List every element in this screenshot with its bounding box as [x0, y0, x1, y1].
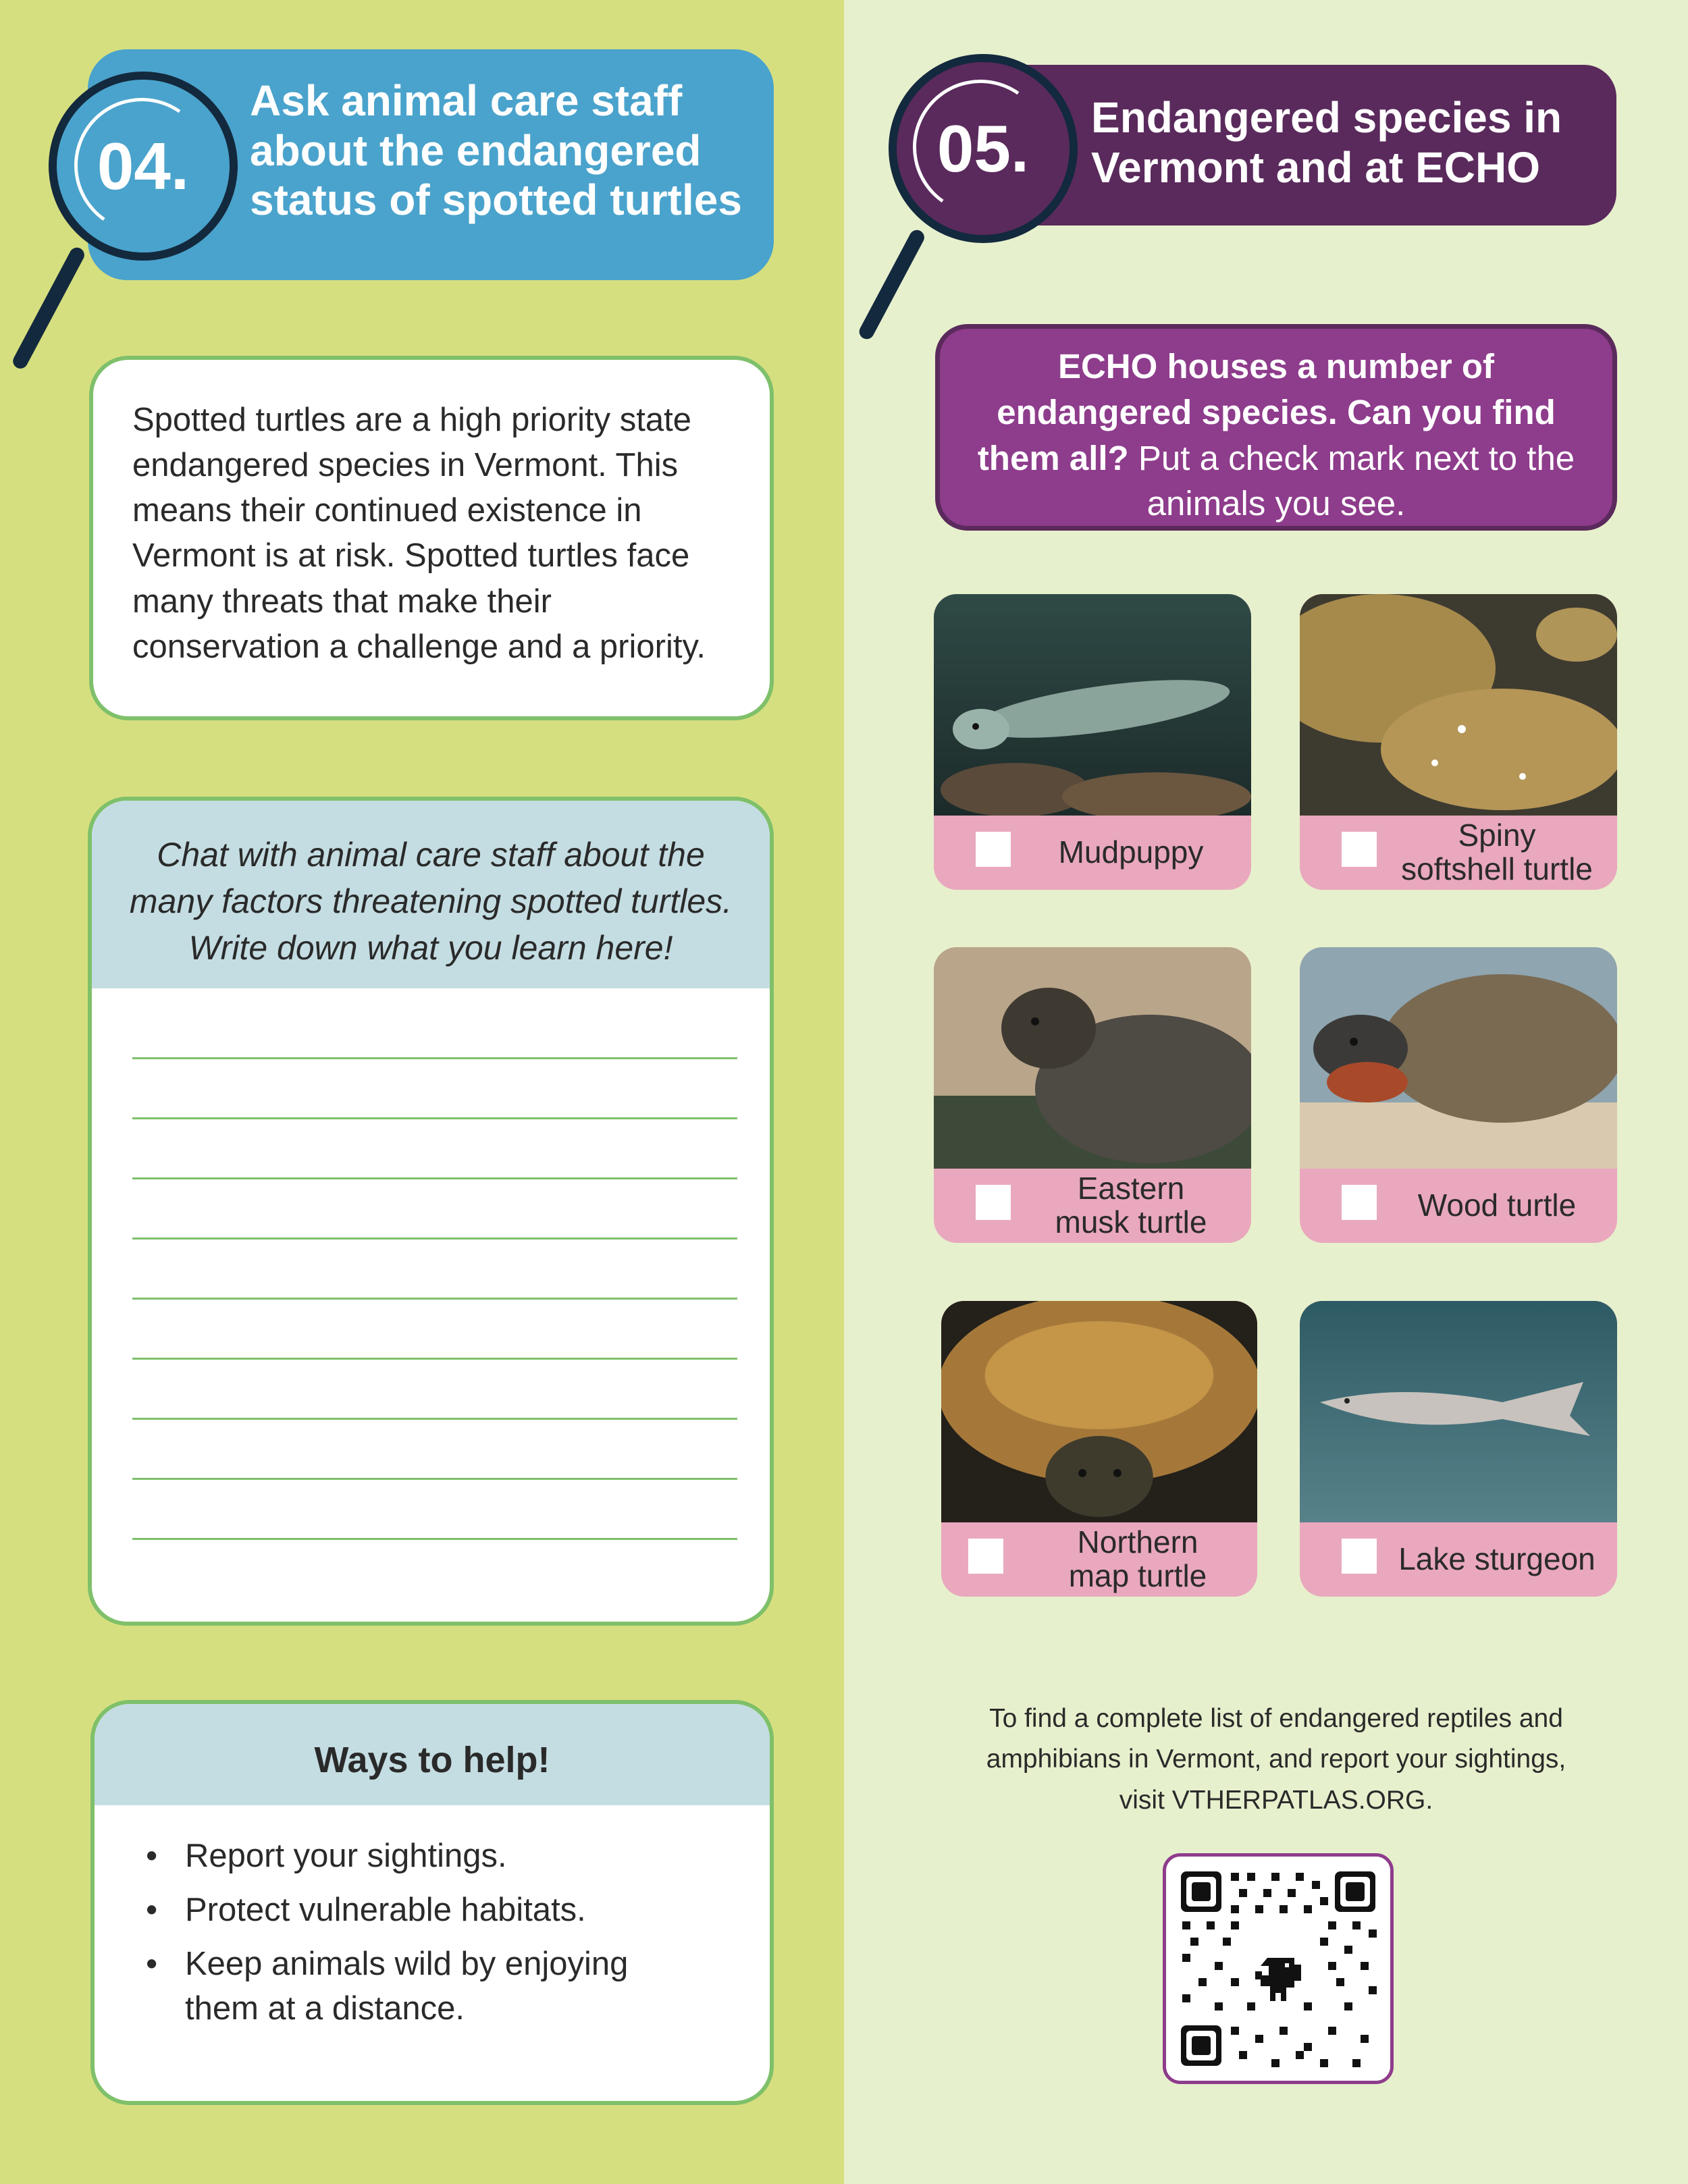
- species-checkbox[interactable]: [1342, 832, 1377, 867]
- species-label-line: Mudpuppy: [1058, 834, 1204, 870]
- callout-regular: Put a check mark next to the: [1138, 438, 1575, 477]
- species-label-line: Wood turtle: [1417, 1188, 1577, 1223]
- writing-line[interactable]: [132, 1117, 737, 1119]
- callout-bold: them all?: [977, 438, 1129, 477]
- writing-line[interactable]: [132, 1418, 737, 1420]
- info-line: Vermont is at risk. Spotted turtles face: [132, 537, 690, 575]
- help-item: • Report your sightings.: [146, 1834, 659, 1878]
- section-04-title-line: Ask animal care staff: [250, 76, 683, 125]
- section-05-number: 05.: [937, 111, 1030, 186]
- species-label: [1020, 816, 1242, 890]
- species-card-lake-sturgeon: [1300, 1301, 1617, 1597]
- ways-to-help-box: [90, 1700, 774, 2105]
- species-card-spiny-softshell-turtle: [1300, 594, 1617, 890]
- species-label: [1386, 816, 1608, 890]
- wood-turtle-photo-icon: [1300, 947, 1617, 1169]
- section-05-title-line: Endangered species in: [1091, 93, 1562, 142]
- writing-line[interactable]: [132, 1538, 737, 1540]
- echo-callout: [935, 324, 1617, 531]
- section-04-number: 04.: [97, 128, 190, 203]
- section-04-title-line: about the endangered: [250, 126, 702, 175]
- info-line: Spotted turtles are a high priority state: [132, 402, 691, 438]
- species-label-line: Lake sturgeon: [1398, 1541, 1595, 1577]
- species-label-line: Spiny: [1458, 818, 1536, 853]
- writing-line[interactable]: [132, 1237, 737, 1240]
- ways-to-help-title: Ways to help!: [95, 1704, 770, 1805]
- footer-line: amphibians in Vermont, and report your sightings,: [986, 1744, 1566, 1774]
- species-card-wood-turtle: [1300, 947, 1617, 1243]
- writing-line[interactable]: [132, 1358, 737, 1360]
- species-label-row: [934, 816, 1251, 890]
- species-label-row: [1300, 1522, 1617, 1597]
- footer-line: To find a complete list of endangered reptiles and: [989, 1704, 1563, 1733]
- info-line: conservation a challenge and a priority.: [132, 628, 706, 665]
- species-label-line: map turtle: [1068, 1558, 1207, 1593]
- notes-prompt-line: Chat with animal care staff about the: [157, 836, 705, 874]
- musk-turtle-photo-icon: [934, 947, 1251, 1169]
- notes-box: [88, 797, 774, 1626]
- species-label-line: softshell turtle: [1401, 851, 1593, 886]
- info-line: endangered species in Vermont. This: [132, 447, 679, 484]
- spotted-turtle-info-box: [89, 356, 774, 720]
- species-checkbox[interactable]: [1342, 1185, 1377, 1220]
- section-05-title-line: Vermont and at ECHO: [1091, 142, 1540, 192]
- ways-to-help-list: [95, 1805, 770, 2031]
- section-04-title-line: status of spotted turtles: [250, 176, 742, 225]
- species-checkbox[interactable]: [1342, 1539, 1377, 1574]
- writing-line[interactable]: [132, 1298, 737, 1300]
- help-item: • Keep animals wild by enjoying them at a distance.: [146, 1942, 659, 2031]
- species-label-line: Northern: [1077, 1524, 1198, 1560]
- softshell-turtle-photo-icon: [1300, 594, 1617, 816]
- notes-prompt-line: Write down what you learn here!: [188, 929, 673, 967]
- herp-atlas-note: [952, 1699, 1600, 1821]
- qr-code[interactable]: [1163, 1853, 1394, 2084]
- qr-code-icon: [1166, 1857, 1390, 2081]
- species-label: [1028, 1522, 1248, 1597]
- callout-bold: ECHO houses a number of: [1057, 347, 1495, 385]
- species-label-row: [1300, 1169, 1617, 1243]
- species-checkbox[interactable]: [976, 1185, 1011, 1220]
- species-label-row: [1300, 816, 1617, 890]
- writing-line[interactable]: [132, 1057, 737, 1059]
- writing-line[interactable]: [132, 1478, 737, 1480]
- species-label-row: [934, 1169, 1251, 1243]
- species-checkbox[interactable]: [968, 1539, 1003, 1574]
- info-line: many threats that make their: [132, 583, 552, 620]
- species-label: [1020, 1169, 1242, 1243]
- footer-line: visit VTHERPATLAS.ORG.: [1119, 1785, 1433, 1815]
- writing-line[interactable]: [132, 1177, 737, 1179]
- map-turtle-photo-icon: [941, 1301, 1257, 1522]
- species-label-line: Eastern: [1077, 1171, 1185, 1206]
- species-label: [1386, 1169, 1608, 1243]
- callout-bold: endangered species. Can you find: [997, 392, 1556, 431]
- species-card-mudpuppy: [934, 594, 1251, 890]
- notes-prompt-line: many factors threatening spotted turtles.: [129, 882, 733, 920]
- species-label-line: musk turtle: [1055, 1204, 1207, 1240]
- species-label: [1386, 1522, 1608, 1597]
- callout-regular: animals you see.: [1146, 484, 1406, 523]
- species-card-northern-map-turtle: [941, 1301, 1257, 1597]
- help-item: • Protect vulnerable habitats.: [146, 1888, 659, 1932]
- species-card-eastern-musk-turtle: [934, 947, 1251, 1243]
- species-checkbox[interactable]: [976, 832, 1011, 867]
- species-label-row: [941, 1522, 1257, 1597]
- sturgeon-photo-icon: [1300, 1301, 1617, 1522]
- info-line: means their continued existence in: [132, 492, 642, 529]
- salamander-photo-icon: [934, 594, 1251, 816]
- notes-prompt: [92, 801, 770, 988]
